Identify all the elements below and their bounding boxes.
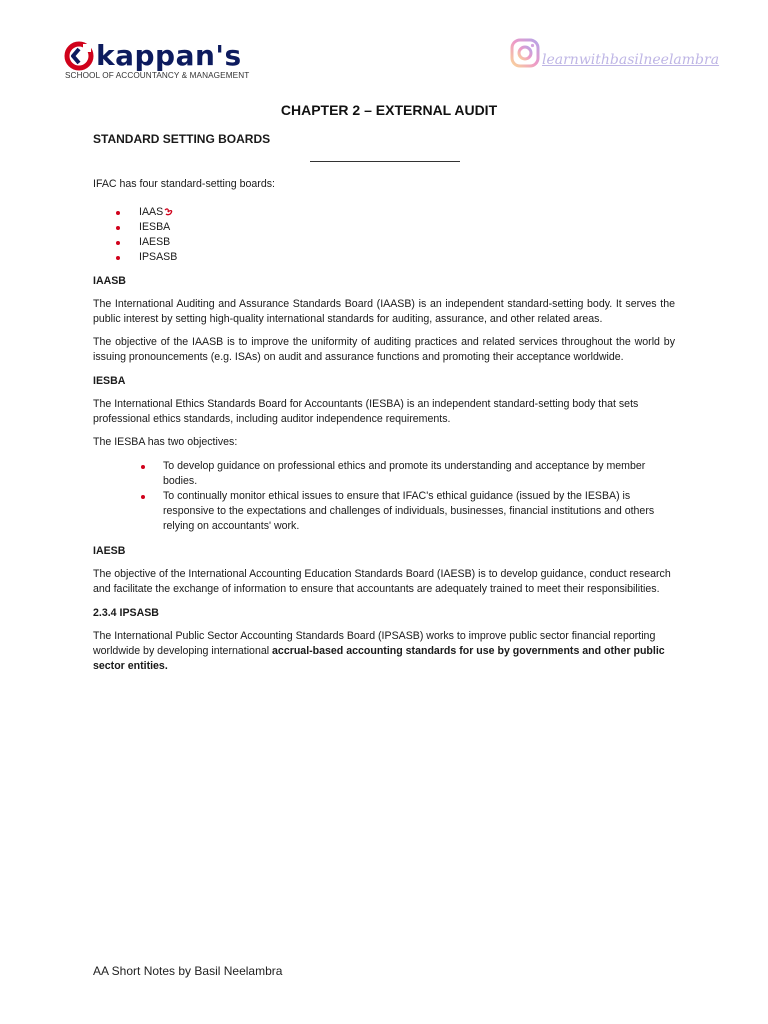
red-check-icon — [164, 207, 176, 217]
section-title: STANDARD SETTING BOARDS — [93, 132, 271, 146]
document-body — [93, 132, 675, 674]
objective-text: To continually monitor ethical issues to ensure that IFAC's ethical guidance (issued by the IESBA) is responsive to the expectations and challenges of individuals, businesses, financial institutions and others relying on accountants' work. — [163, 490, 655, 532]
objective-text: To develop guidance on professional ethics and promote its understanding and acceptance by member bodies. — [163, 460, 646, 487]
iaasb-heading: IAASB — [93, 275, 126, 287]
chapter-title: CHAPTER 2 – EXTERNAL AUDIT — [280, 102, 498, 118]
section-divider — [310, 161, 460, 162]
bullet-dot — [141, 465, 145, 469]
bullet-dot — [116, 226, 120, 230]
boards-list — [93, 205, 675, 265]
instagram-watermark — [510, 38, 719, 68]
list-item — [93, 489, 675, 534]
board-name: IESBA — [139, 221, 171, 233]
instagram-icon — [510, 38, 540, 68]
kappans-logo — [63, 40, 263, 80]
iaasb-paragraph-1: The International Auditing and Assurance Standards Board (IAASB) is an independent standard-setting body. It serves the public interest by setting high-quality international standards for auditing, assurance, and other related areas. — [93, 298, 675, 325]
iaasb-paragraph-2: The objective of the IAASB is to improve the uniformity of auditing practices and related services throughout the world by issuing pronouncements (e.g. ISAs) on audit and assurance functions and promoting their acceptance worldwide. — [93, 336, 675, 363]
list-item — [93, 205, 675, 220]
iaesb-heading: IAESB — [93, 545, 126, 557]
board-name: IAESB — [139, 236, 171, 248]
ipsasb-text: The International Public Sector Accounting Standards Board (IPSASB) works to improve public sector financial reporting worldwide by developing international — [93, 630, 656, 657]
iaesb-paragraph-1: The objective of the International Accounting Education Standards Board (IAESB) is to develop guidance, conduct research and facilitate the exchange of information to ensure that accountants are adequately trained to meet their responsibilities. — [93, 568, 671, 595]
kappans-logo-icon — [63, 40, 95, 72]
bullet-dot — [116, 211, 120, 215]
board-name: IPSASB — [139, 251, 178, 263]
iesba-paragraph-1: The International Ethics Standards Board for Accountants (IESBA) is an independent standard-setting body that sets professional ethics standards, including auditor independence requirements. — [93, 398, 639, 425]
bullet-dot — [116, 256, 120, 260]
list-item — [93, 220, 675, 235]
logo-brand: kappan's — [96, 39, 242, 72]
ipsasb-heading: 2.3.4 IPSASB — [93, 607, 159, 619]
instagram-handle[interactable]: learnwithbasilneelambra — [542, 52, 720, 68]
list-item — [93, 459, 675, 489]
logo-subtitle: SCHOOL OF ACCOUNTANCY & MANAGEMENT — [65, 71, 250, 80]
bullet-dot — [116, 241, 120, 245]
ipsasb-bold-text: accrual-based accounting standards for use by governments and other public sector entities. — [93, 645, 665, 672]
list-item — [93, 250, 675, 265]
iesba-paragraph-2: The IESBA has two objectives: — [93, 436, 238, 448]
board-name: IAAS — [139, 206, 164, 218]
iesba-objectives-list — [93, 459, 675, 534]
page-footer: AA Short Notes by Basil Neelambra — [93, 964, 283, 978]
list-item — [93, 235, 675, 250]
bullet-dot — [141, 495, 145, 499]
intro-text: IFAC has four standard-setting boards: — [93, 178, 275, 190]
iesba-heading: IESBA — [93, 375, 126, 387]
ipsasb-paragraph-1 — [93, 629, 675, 674]
